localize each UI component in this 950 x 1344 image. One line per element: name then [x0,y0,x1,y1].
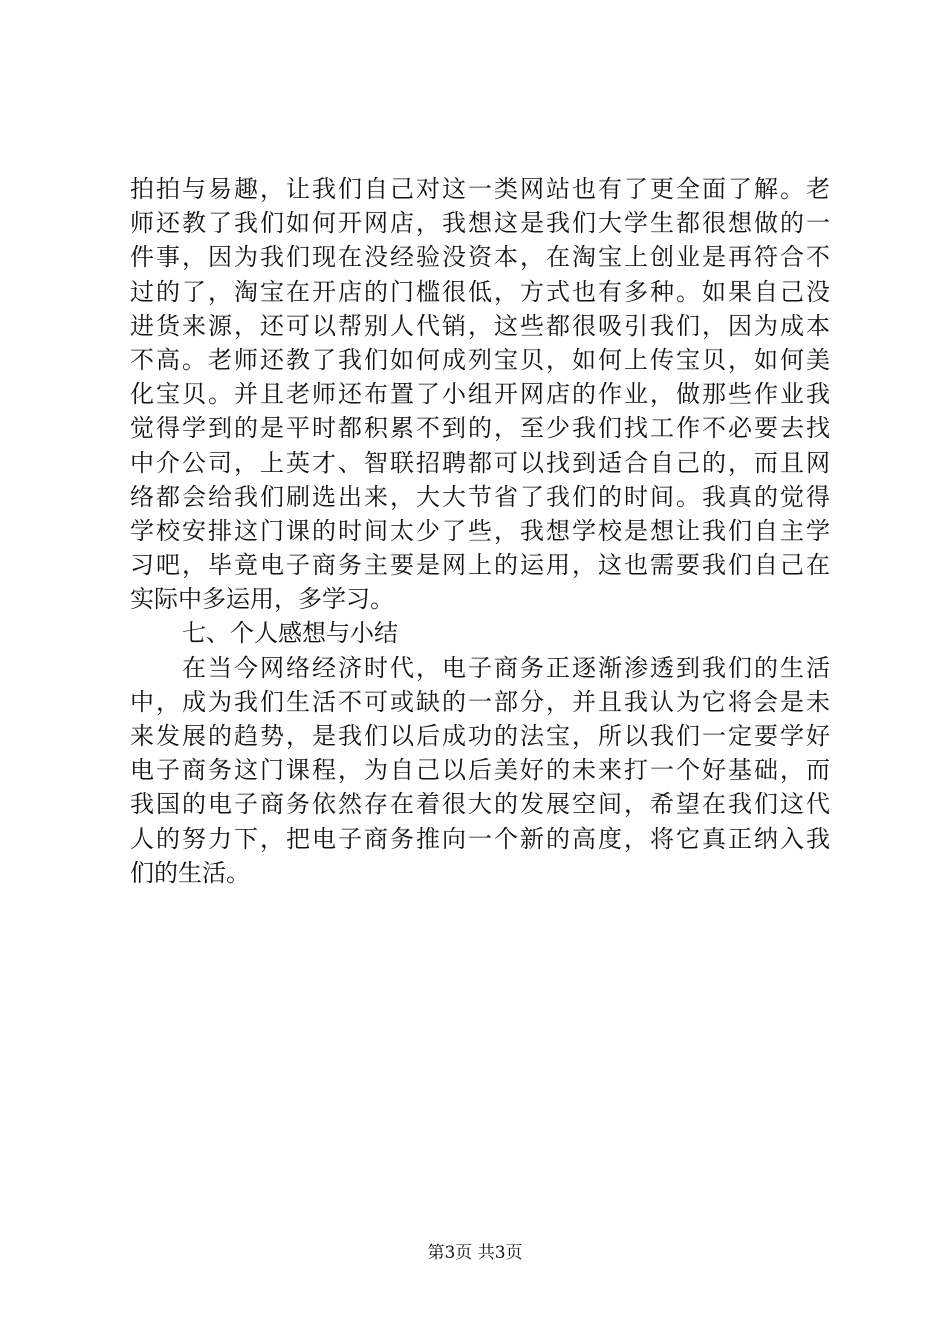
text-line: 师还教了我们如何开网店，我想这是我们大学生都很想做的一 [130,209,830,238]
text-line: 络都会给我们刷选出来，大大节省了我们的时间。我真的觉得 [130,482,830,511]
paragraph-continued [130,172,830,616]
text-line: 中，成为我们生活不可或缺的一部分，并且我认为它将会是未 [130,687,830,716]
page-footer: 第3页 共3页 [427,1243,523,1263]
text-line: 化宝贝。并且老师还布置了小组开网店的作业，做那些作业我 [130,380,830,409]
section-heading: 七、个人感想与小结 [182,619,398,648]
text-line: 过的了，淘宝在开店的门槛很低，方式也有多种。如果自己没 [130,277,830,306]
text-line: 觉得学到的是平时都积累不到的，至少我们找工作不必要去找 [130,414,830,443]
text-line: 习吧，毕竟电子商务主要是网上的运用，这也需要我们自己在 [130,551,830,580]
paragraph-summary [130,651,830,890]
text-line: 拍拍与易趣，让我们自己对这一类网站也有了更全面了解。老 [130,175,830,203]
document-body [130,172,830,890]
text-line: 在当今网络经济时代，电子商务正逐渐渗透到我们的生活 [182,653,830,682]
text-line: 来发展的趋势，是我们以后成功的法宝，所以我们一定要学好 [130,722,830,750]
text-line: 我国的电子商务依然存在着很大的发展空间，希望在我们这代 [130,790,830,819]
text-line: 不高。老师还教了我们如何成列宝贝，如何上传宝贝，如何美 [130,345,830,374]
text-line: 中介公司，上英才、智联招聘都可以找到适合自己的，而且网 [130,448,830,477]
text-line: 进货来源，还可以帮别人代销，这些都很吸引我们，因为成本 [130,311,830,340]
text-line: 实际中多运用，多学习。 [130,585,394,614]
text-line: 们的生活。 [130,858,250,887]
text-line: 电子商务这门课程，为自己以后美好的未来打一个好基础，而 [130,756,830,785]
text-line: 件事，因为我们现在没经验没资本，在淘宝上创业是再符合不 [130,243,830,272]
text-line: 人的努力下，把电子商务推向一个新的高度，将它真正纳入我 [130,824,830,853]
text-line: 学校安排这门课的时间太少了些，我想学校是想让我们自主学 [130,516,830,545]
